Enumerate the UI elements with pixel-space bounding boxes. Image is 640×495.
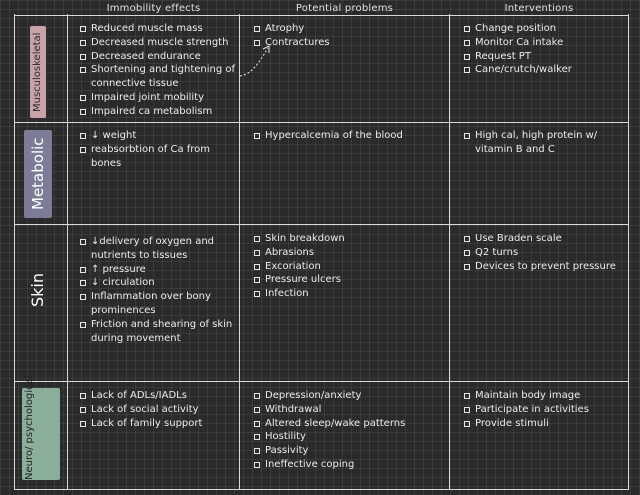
- list-item: Decreased endurance: [78, 50, 238, 64]
- list-item: Altered sleep/wake patterns: [252, 417, 447, 431]
- list-item: Lack of social activity: [78, 403, 238, 417]
- row-label-musculoskeletal: Musculoskeletal: [30, 26, 46, 118]
- metabolic-problems: [252, 129, 447, 143]
- list-item: Hypercalcemia of the blood: [252, 129, 447, 143]
- list-item: Impaired ca metabolism: [78, 105, 238, 119]
- list-item: Provide stimuli: [462, 417, 626, 431]
- list-item: Infection: [252, 287, 447, 301]
- list-item: Reduced muscle mass: [78, 22, 238, 36]
- list-item: Lack of ADLs/IADLs: [78, 389, 238, 403]
- skin-effects: [78, 235, 238, 345]
- list-item: reabsorbtion of Ca from bones: [78, 143, 238, 171]
- list-item: Use Braden scale: [462, 232, 626, 246]
- metabolic-effects: [78, 129, 238, 170]
- column-header-interventions: Interventions: [504, 3, 574, 14]
- grid-line-problems: [449, 14, 450, 490]
- skin-problems: [252, 232, 447, 301]
- list-item: Friction and shearing of skin during movement: [78, 318, 238, 346]
- list-item: High cal, high protein w/ vitamin B and C: [462, 129, 626, 157]
- neuro-problems: [252, 389, 447, 472]
- list-item: Ineffective coping: [252, 458, 447, 472]
- musculoskeletal-effects: [78, 22, 238, 119]
- grid-line-left: [14, 14, 15, 490]
- list-item: Decreased muscle strength: [78, 36, 238, 50]
- grid-line-header: [14, 15, 629, 16]
- column-header-problems: Potential problems: [295, 3, 394, 14]
- list-item: Devices to prevent pressure: [462, 260, 626, 274]
- skin-interventions: [462, 232, 626, 273]
- list-item: Impaired joint mobility: [78, 91, 238, 105]
- metabolic-interventions: [462, 129, 626, 157]
- list-item: Q2 turns: [462, 246, 626, 260]
- row-label-skin: Skin: [28, 273, 47, 308]
- list-item: Request PT: [462, 50, 626, 64]
- list-item: ↓delivery of oxygen and nutrients to tissues: [78, 235, 238, 263]
- row-label-neuro-psychological: Neuro/ psychological: [22, 388, 60, 480]
- grid-line-row1: [14, 122, 629, 123]
- grid-line-label-col: [67, 14, 68, 490]
- grid-line-effects: [239, 14, 240, 490]
- list-item: Participate in activities: [462, 403, 626, 417]
- list-item: ↑ pressure: [78, 263, 238, 277]
- list-item: Lack of family support: [78, 417, 238, 431]
- column-header-effects: Immobility effects: [106, 3, 201, 14]
- musculoskeletal-interventions: [462, 22, 626, 77]
- list-item: Change position: [462, 22, 626, 36]
- list-item: Inflammation over bony prominences: [78, 290, 238, 318]
- list-item: Depression/anxiety: [252, 389, 447, 403]
- neuro-interventions: [462, 389, 626, 430]
- dotted-arrow-icon: [238, 40, 272, 80]
- musculoskeletal-problems: [252, 22, 447, 50]
- list-item: Cane/crutch/walker: [462, 63, 626, 77]
- list-item: Shortening and tightening of connective tissue: [78, 63, 238, 91]
- grid-line-bottom: [14, 489, 629, 490]
- list-item: Monitor Ca intake: [462, 36, 626, 50]
- grid-line-row3: [14, 381, 629, 382]
- list-item: Abrasions: [252, 246, 447, 260]
- list-item: Passivity: [252, 444, 447, 458]
- list-item: Pressure ulcers: [252, 273, 447, 287]
- list-item: Withdrawal: [252, 403, 447, 417]
- list-item: Maintain body image: [462, 389, 626, 403]
- grid-line-right: [628, 14, 629, 490]
- list-item: ↓ weight: [78, 129, 238, 143]
- list-item: Excoriation: [252, 260, 447, 274]
- list-item: Hostility: [252, 430, 447, 444]
- list-item: Skin breakdown: [252, 232, 447, 246]
- list-item: Atrophy: [252, 22, 447, 36]
- row-label-metabolic: Metabolic: [24, 130, 52, 218]
- list-item: ↓ circulation: [78, 276, 238, 290]
- list-item: Contractures: [252, 36, 447, 50]
- grid-line-row2: [14, 224, 629, 225]
- neuro-effects: [78, 389, 238, 430]
